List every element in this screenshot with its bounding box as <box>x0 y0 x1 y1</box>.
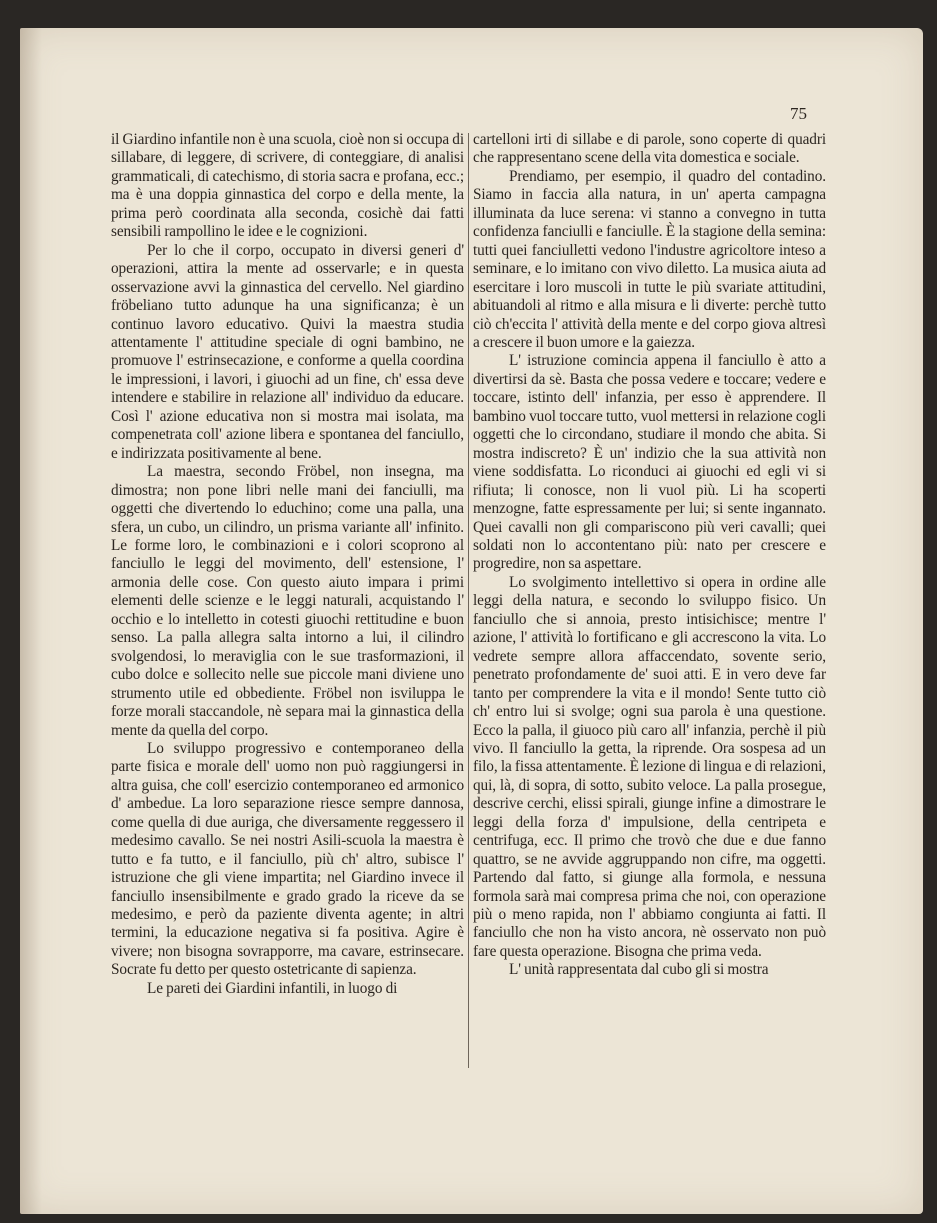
right-column <box>473 131 826 980</box>
paragraph: La maestra, secondo Fröbel, non insegna, ma dimostra; non pone libri nelle mani dei fanciulli, ma oggetti che divertendo lo educhino; come una palla, una sfera, un cubo, un cilindro, un prisma variante all' infinito. Le forme loro, le combinazioni e i colori scoprono al fanciullo le leggi del movimento, dell' estensione, l' armonia delle cose. Con questo aiuto impara i primi elementi delle scienze e le leggi naturali, acquistando l' occhio e lo intelletto in cotesti giuochi rettitudine e buon senso. La palla allegra salta intorno a lui, il cilindro svolgendosi, lo meraviglia con le sue trasformazioni, il cubo dolce e sollecito nelle sue piccole mani diviene uno strumento utile ed obbediente. Fröbel non isviluppa le forze morali staccandole, nè separa mai la ginnastica della mente da quella del corpo. <box>111 463 464 739</box>
paragraph: Lo sviluppo progressivo e contemporaneo della parte fisica e morale dell' uomo non può raggiungersi in altra guisa, che coll' esercizio contemporaneo ed armonico d' ambedue. La loro separazione riesce sempre dannosa, come quella di due auriga, che diversamente reggessero il medesimo cavallo. Se nei nostri Asili-scuola la maestra è tutto e fa tutto, e il fanciullo, più ch' altro, subisce l' istruzione che gli viene impartita; nel Giardino invece il fanciullo insensibilmente e grado grado la riceve da se medesimo, e però da paziente diventa agente; in altri termini, la educazione negativa si fa positiva. Agire è vivere; non bisogna sovrapporre, ma cavare, estrinsecare. Socrate fu detto per questo ostetricante di sapienza. <box>111 739 464 979</box>
paragraph: cartelloni irti di sillabe e di parole, sono coperte di quadri che rappresentano scene della vita domestica e sociale. <box>473 131 826 167</box>
paragraph: Le pareti dei Giardini infantili, in luogo di <box>147 979 398 997</box>
column-divider <box>468 133 469 1068</box>
page-number: 75 <box>790 104 807 123</box>
paragraph: L' istruzione comincia appena il fanciullo è atto a divertirsi da sè. Basta che possa vedere e toccare; vedere e toccare, istinto dell' infanzia, per esso è apprendere. Il bambino vuol toccare tutto, vuol mettersi in relazione cogli oggetti che lo circondano, studiare il mondo che abita. Si mostra indiscreto? È un' indizio che la sua attività non viene soddisfatta. Lo riconduci ai giuochi ed egli vi si rifiuta; li conosce, non li vuol più. Li ha scoperti menzogne, fatte espressamente per lui; si sente ingannato. Quei cavalli non gli compariscono più veri cavalli; quei soldati non lo accontentano più: nato per crescere e progredire, non sa aspettare. <box>473 352 826 573</box>
paragraph: Lo svolgimento intellettivo si opera in ordine alle leggi della natura, e secondo lo sviluppo fisico. Un fanciullo che si annoia, presto intisichisce; mentre l' azione, l' attività lo fortificano e gli accrescono la vita. Lo vedrete sempre allora affaccendato, sovente serio, penetrato profondamente de' suoi atti. E in vero deve far tanto per comprendere la vita e il mondo! Sente tutto ciò ch' entro lui si svolge; ogni sua parola è una questione. Ecco la palla, il giuoco più caro all' infanzia, perchè il più vivo. Il fanciullo la getta, la riprende. Ora sospesa ad un filo, la fissa attentamente. È lezione di lingua e di relazioni, qui, là, di sopra, di sotto, subito veloce. La palla prosegue, descrive cerchi, elissi spirali, giunge infine a dimostrare le leggi della forza d' impulsione, della centripeta e centrifuga, ecc. Il primo che trovò che due e due fanno quattro, se ne avvide aggruppando non cifre, ma oggetti. Partendo dal fatto, si giunge alla formola, e nessuna formola sarà mai compresa prima che noi, con operazione più o meno rapida, non l' abbiamo congiunta ai fatti. Il fanciullo che non ha visto ancora, nè osservato non può fare questa operazione. Bisogna che prima veda. <box>473 573 826 960</box>
left-column <box>111 131 464 998</box>
paragraph: Prendiamo, per esempio, il quadro del contadino. Siamo in faccia alla natura, in un' aperta campagna illuminata da luce serena: vi stanno a convegno in tutta confidenza fanciulli e fanciulle. È la stagione della semina: tutti quei fanciulletti vedono l'industre agricoltore inteso a seminare, e lo imitano con vivo diletto. La musica aiuta ad esercitare i loro muscoli in tutte le più svariate attitudini, abituandoli al ritmo e alla misura e li diverte: perchè tutto ciò ch'eccita l' attività della mente e del corpo giova altresì a crescere il buon umore e la gaiezza. <box>473 167 826 351</box>
paragraph: Per lo che il corpo, occupato in diversi generi d' operazioni, attira la mente ad osservarle; e in questa osservazione avvi la ginnastica del cervello. Nel giardino fröbeliano tutto adunque ha una significanza; è un continuo lavoro educativo. Quivi la maestra studia attentamente l' attitudine speciale di ogni bambino, ne promuove l' estrinsecazione, e conforme a quella coordina le impressioni, i lavori, i giuochi ad un fine, ch' essa deve intendere e stabilire in relazione all' individuo da educare. Così l' azione educativa non si mostra mai isolata, ma compenetrata coll' azione libera e spontanea del fanciullo, e indirizzata positivamente al bene. <box>111 241 464 462</box>
paragraph: L' unità rappresentata dal cubo gli si mostra <box>509 961 769 979</box>
paragraph: il Giardino infantile non è una scuola, cioè non si occupa di sillabare, di leggere, di scrivere, di conteggiare, di analisi grammaticali, di catechismo, di storia sacra e profana, ecc.; ma è una doppia ginnastica del corpo e della mente, la prima però coordinata alla seconda, cosichè dai fatti sensibili rampollino le idee e le cognizioni. <box>111 131 464 241</box>
